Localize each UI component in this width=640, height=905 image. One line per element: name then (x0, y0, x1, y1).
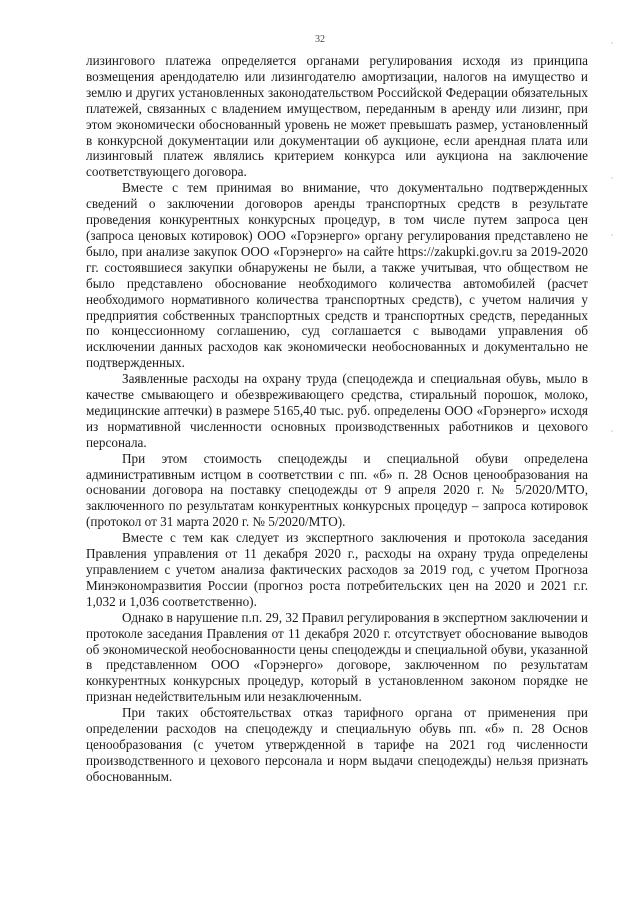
paragraph: При таких обстоятельствах отказ тарифного органа от применения при определении расходов на спецодежду и специальную обувь пп. «б» п. 28 Основ ценообразования (с учетом утвержденной в тарифе на 2021 год численности производственного и цехового персонала и норм выдачи спецодежды) нельзя признать обоснованным. (86, 705, 588, 784)
edge-mark: · (610, 39, 614, 48)
paragraph: Заявленные расходы на охрану труда (спецодежда и специальная обувь, мыло в качестве смывающего и обезвреживающего средства, стиральный порошок, молоко, медицинские аптечки) в размере 5165,40 тыс. руб. определены ООО «Горэнерго» исходя из нормативной численности основных производственных работников и цехового персонала. (86, 371, 588, 450)
page-number: 32 (315, 34, 325, 45)
paragraph: При этом стоимость спецодежды и специальной обуви определена административным истцом в соответствии с пп. «б» п. 28 Основ ценообразования на основании договора на поставку спецодежды от 9 апреля 2020 г. № 5/2020/МТО, заключенного по результатам конкурентных конкурсных процедур – запроса котировок (протокол от 31 марта 2020 г. № 5/2020/МТО). (86, 450, 588, 530)
edge-mark: · (610, 231, 614, 240)
document-body (86, 53, 588, 785)
paragraph: Вместе с тем как следует из экспертного заключения и протокола заседания Правления управления от 11 декабря 2020 г., расходы на охрану труда определены управлением с учетом анализа фактических расходов за 2019 год, с учетом Прогноза Минэкономразвития России (прогноз роста потребительских цен на 2020 и 2021 г.г. 1,032 и 1,036 соответственно). (86, 530, 588, 609)
paragraph: Вместе с тем принимая во внимание, что документально подтвержденных сведений о заключении договоров аренды транспортных средств в результате проведения конкурентных конкурсных процедур, в том числе путем запроса цен (запроса ценовых котировок) ООО «Горэнерго» органу регулирования представлено не было, при анализе закупок ООО «Горэнерго» на сайте https://zakupki.gov.ru за 2019-2020 гг. состоявшиеся закупки обнаружены не были, а также учитывая, что обществом не было представлено обоснование необходимого количества автомобилей (расчет необходимого нормативного количества транспортных средств), с учетом наличия у предприятия собственных транспортных средств и транспортных средств, переданных по концессионному соглашению, суд соглашается с выводами управления об исключении данных расходов как экономически необоснованных и документально не подтвержденных. (86, 180, 588, 371)
edge-mark: · (610, 427, 614, 436)
edge-mark: · (610, 174, 614, 183)
paragraph: Однако в нарушение п.п. 29, 32 Правил регулирования в экспертном заключении и протоколе заседания Правления от 11 декабря 2020 г. отсутствует обоснование выводов об экономической необоснованности цены спецодежды и специальной обуви, указанной в представленном ООО «Горэнерго» договоре, заключенном по результатам конкурентных конкурсных процедур, который в установленном законом порядке не признан недействительным или незаключенным. (86, 609, 588, 705)
paragraph-continued: лизингового платежа определяется органами регулирования исходя из принципа возмещения арендодателю или лизингодателю амортизации, налогов на имущество и землю и других установленных законодательством Российской Федерации обязательных платежей, связанных с владением имуществом, переданным в аренду или лизинг, при этом экономически обоснованный уровень не может превышать размер, установленный в конкурсной документации или документации об аукционе, если арендная плата или лизинговый платеж являлись критерием конкурса или аукциона на заключение соответствующего договора. (86, 53, 588, 180)
